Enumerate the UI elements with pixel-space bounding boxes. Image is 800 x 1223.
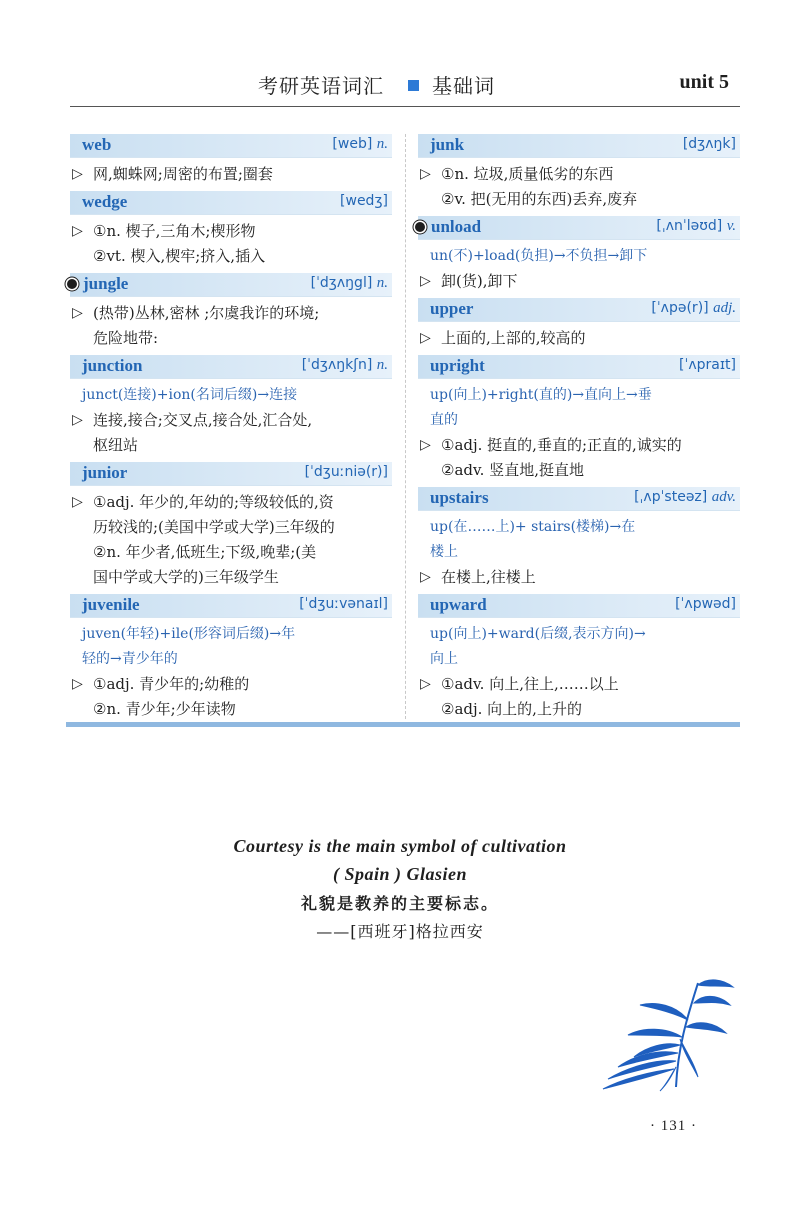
phonetic-text: [ˈʌpə(r)] <box>651 300 709 316</box>
quote-attribution: ——[西班牙]格拉西安 <box>316 922 484 941</box>
headword: wedge <box>82 192 128 211</box>
entry-header <box>70 191 392 215</box>
entry-header <box>70 134 392 158</box>
definition <box>418 269 740 294</box>
triangle-bullet-icon: ▷ <box>72 166 83 182</box>
phonetic <box>305 464 388 480</box>
page-number: · 131 · <box>650 1118 697 1134</box>
definition-line: ①adj. 青少年的;幼稚的 <box>93 675 250 693</box>
triangle-bullet-icon: ▷ <box>420 166 431 182</box>
phonetic <box>340 193 388 209</box>
headword: upward <box>430 595 487 614</box>
page-header <box>70 70 735 104</box>
definition-line: ①adv. 向上,往上,……以上 <box>441 675 619 693</box>
definition-line: ①n. 楔子,三角木;楔形物 <box>93 222 256 240</box>
phonetic-text: [ˈʌpwəd] <box>675 596 736 612</box>
bottom-rule <box>66 722 740 727</box>
etymology-line: junct(连接)+ion(名词后缀)→连接 <box>82 387 298 403</box>
column-divider <box>405 134 406 719</box>
definition-line: ①adj. 挺直的,垂直的;正直的,诚实的 <box>441 436 682 454</box>
phonetic-text: [dʒʌŋk] <box>682 136 736 152</box>
triangle-bullet-icon: ▷ <box>72 494 83 510</box>
section-subtitle: 基础词 <box>432 74 495 98</box>
definition-line: ②vt. 楔入,楔牢;挤入,插入 <box>93 247 266 265</box>
etymology-line: 楼上 <box>430 544 458 560</box>
definition-line: ②n. 青少年;少年读物 <box>93 700 236 718</box>
definition <box>418 326 740 351</box>
headword: junior <box>82 463 128 482</box>
etymology-line: up(向上)+right(直的)→直向上→垂 <box>430 387 652 403</box>
phonetic-text: [ˈdʒʌŋgl] <box>310 275 373 291</box>
part-of-speech: adv. <box>711 489 736 505</box>
definition-line: ②n. 年少者,低班生;下级,晚辈;(美 <box>93 543 317 561</box>
definition-line: 枢纽站 <box>93 436 139 454</box>
definition-line: 上面的,上部的,较高的 <box>441 329 586 347</box>
entry-header <box>70 273 392 297</box>
entry-header <box>418 594 740 618</box>
headword: upper <box>430 299 474 318</box>
definition-line: (热带)丛林,密林 ;尔虞我诈的环境; <box>93 304 320 322</box>
etymology-line: un(不)+load(负担)→不负担→卸下 <box>430 248 648 264</box>
triangle-bullet-icon: ▷ <box>420 330 431 346</box>
definition-line: 危险地带: <box>93 329 159 347</box>
etymology-line: 向上 <box>430 651 458 667</box>
entry-header <box>418 487 740 511</box>
definition-line: 卸(货),卸下 <box>441 272 518 290</box>
etymology-line: 轻的→青少年的 <box>82 651 178 667</box>
entry-header <box>418 134 740 158</box>
quote-block <box>0 832 800 946</box>
book-title: 考研英语词汇 <box>258 74 384 98</box>
headword: unload <box>431 217 482 236</box>
left-column <box>70 134 392 726</box>
etymology-line: up(向上)+ward(后缀,表示方向)→ <box>430 626 646 642</box>
quote-english: Courtesy is the main symbol of cultivation <box>233 836 567 856</box>
triangle-bullet-icon: ▷ <box>420 569 431 585</box>
phonetic <box>656 218 736 235</box>
definition <box>418 162 740 212</box>
definition <box>70 301 392 351</box>
entry-header <box>418 355 740 379</box>
headword: junction <box>82 356 143 375</box>
etymology-line: 直的 <box>430 412 458 428</box>
phonetic-text: [ˈdʒʌŋkʃn] <box>301 357 373 373</box>
definition-line: 网,蜘蛛网;周密的布置;圈套 <box>93 165 273 183</box>
entry-header <box>70 355 392 379</box>
definition <box>70 408 392 458</box>
phonetic <box>332 136 388 153</box>
phonetic-text: [ˈdʒuːniə(r)] <box>304 464 388 480</box>
headword: upstairs <box>430 488 489 507</box>
definition <box>70 490 392 590</box>
headword: web <box>82 135 112 154</box>
part-of-speech: n. <box>376 136 388 152</box>
phonetic <box>299 596 388 612</box>
phonetic <box>634 489 736 506</box>
definition-line: 历较浅的;(美国中学或大学)三年级的 <box>93 518 335 536</box>
bamboo-illustration <box>548 975 738 1095</box>
triangle-bullet-icon: ▷ <box>72 223 83 239</box>
phonetic <box>651 300 736 317</box>
part-of-speech: v. <box>726 218 736 234</box>
phonetic-text: [wedʒ] <box>340 193 388 209</box>
entry-header <box>70 594 392 618</box>
triangle-bullet-icon: ▷ <box>72 305 83 321</box>
phonetic-text: [ˌʌnˈləʊd] <box>656 218 723 234</box>
definition <box>418 565 740 590</box>
definition <box>418 433 740 483</box>
triangle-bullet-icon: ▷ <box>420 676 431 692</box>
phonetic <box>675 596 736 612</box>
headword: upright <box>430 356 485 375</box>
entry-header <box>70 462 392 486</box>
right-column <box>418 134 740 726</box>
definition-line: ②adv. 竖直地,挺直地 <box>441 461 584 479</box>
definition-line: ②v. 把(无用的东西)丢弃,废弃 <box>441 190 638 208</box>
triangle-bullet-icon: ▷ <box>420 273 431 289</box>
definition-line: 国中学或大学的)三年级学生 <box>93 568 279 586</box>
definition <box>70 162 392 187</box>
phonetic-text: [ˌʌpˈsteəz] <box>634 489 708 505</box>
blue-square-icon <box>408 80 419 91</box>
headword: junk <box>430 135 465 154</box>
etymology-line: juven(年轻)+ile(形容词后缀)→年 <box>82 626 296 642</box>
phonetic <box>302 357 388 374</box>
part-of-speech: adj. <box>713 300 736 316</box>
phonetic <box>311 275 388 292</box>
phonetic-text: [web] <box>332 136 373 152</box>
part-of-speech: n. <box>376 275 388 291</box>
triangle-bullet-icon: ▷ <box>72 676 83 692</box>
headword: juvenile <box>82 595 140 614</box>
definition <box>70 672 392 722</box>
definition <box>418 672 740 722</box>
part-of-speech: n. <box>376 357 388 373</box>
entry-header <box>418 298 740 322</box>
definition-line: ②adj. 向上的,上升的 <box>441 700 582 718</box>
phonetic-text: [ˈdʒuːvənaɪl] <box>299 596 388 612</box>
definition-line: ①n. 垃圾,质量低劣的东西 <box>441 165 614 183</box>
definition-line: ①adj. 年少的,年幼的;等级较低的,资 <box>93 493 334 511</box>
etymology-line: up(在……上)+ stairs(楼梯)→在 <box>430 519 636 535</box>
entry-header <box>418 216 740 240</box>
phonetic <box>679 357 736 373</box>
triangle-bullet-icon: ▷ <box>72 412 83 428</box>
headword: jungle <box>83 274 129 293</box>
phonetic <box>683 136 736 152</box>
quote-chinese: 礼貌是教养的主要标志。 <box>300 894 499 913</box>
unit-label: unit 5 <box>679 71 729 93</box>
definition <box>70 219 392 269</box>
definition-line: 连接,接合;交叉点,接合处,汇合处, <box>93 411 313 429</box>
phonetic-text: [ˈʌpraɪt] <box>679 357 736 373</box>
quote-author-english: ( Spain ) Glasien <box>332 864 468 884</box>
definition-line: 在楼上,往楼上 <box>441 568 536 586</box>
header-rule <box>70 106 740 107</box>
triangle-bullet-icon: ▷ <box>420 437 431 453</box>
